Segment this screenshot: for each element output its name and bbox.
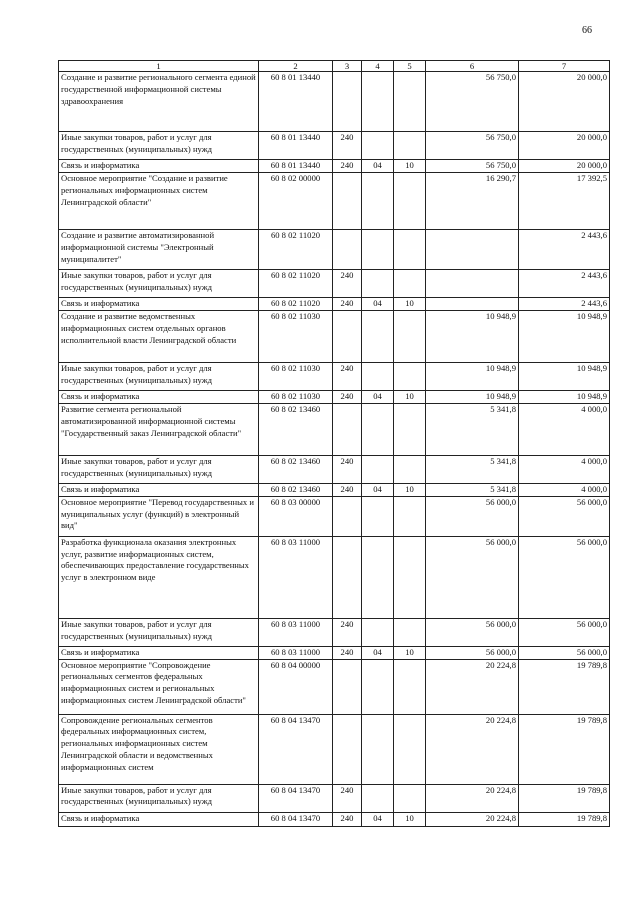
row-col5 bbox=[394, 362, 426, 390]
row-code: 60 8 02 11020 bbox=[259, 229, 333, 269]
row-code: 60 8 04 00000 bbox=[259, 659, 333, 714]
row-col3: 240 bbox=[333, 132, 362, 160]
row-col3: 240 bbox=[333, 483, 362, 496]
row-col3: 240 bbox=[333, 812, 362, 826]
row-col3 bbox=[333, 310, 362, 362]
row-col3: 240 bbox=[333, 618, 362, 646]
row-name: Связь и информатика bbox=[59, 297, 259, 310]
page-number: 66 bbox=[582, 25, 592, 36]
row-value-7: 10 948,9 bbox=[519, 310, 610, 362]
row-col3: 240 bbox=[333, 455, 362, 483]
row-value-6: 56 750,0 bbox=[426, 72, 519, 132]
row-col5 bbox=[394, 455, 426, 483]
table-row bbox=[59, 229, 610, 269]
row-col4 bbox=[362, 310, 394, 362]
row-col4 bbox=[362, 72, 394, 132]
row-value-7: 2 443,6 bbox=[519, 297, 610, 310]
table-row bbox=[59, 132, 610, 160]
row-col4 bbox=[362, 784, 394, 812]
row-col4: 04 bbox=[362, 390, 394, 403]
row-col4: 04 bbox=[362, 646, 394, 659]
row-col5 bbox=[394, 496, 426, 536]
row-value-6: 5 341,8 bbox=[426, 455, 519, 483]
row-value-7: 56 000,0 bbox=[519, 646, 610, 659]
row-value-6: 10 948,9 bbox=[426, 362, 519, 390]
row-col3: 240 bbox=[333, 784, 362, 812]
row-value-6: 20 224,8 bbox=[426, 714, 519, 784]
row-col5 bbox=[394, 172, 426, 229]
row-code: 60 8 02 13460 bbox=[259, 483, 333, 496]
row-code: 60 8 02 11030 bbox=[259, 310, 333, 362]
row-value-6: 56 000,0 bbox=[426, 646, 519, 659]
row-col3 bbox=[333, 403, 362, 455]
row-name: Иные закупки товаров, работ и услуг для государственных (муниципальных) нужд bbox=[59, 618, 259, 646]
table-row bbox=[59, 483, 610, 496]
table-row bbox=[59, 714, 610, 784]
row-col5: 10 bbox=[394, 160, 426, 173]
row-name: Иные закупки товаров, работ и услуг для государственных (муниципальных) нужд bbox=[59, 784, 259, 812]
row-name: Связь и информатика bbox=[59, 160, 259, 173]
row-value-7: 19 789,8 bbox=[519, 784, 610, 812]
row-value-7: 19 789,8 bbox=[519, 659, 610, 714]
column-header-2: 2 bbox=[259, 61, 333, 72]
row-col4 bbox=[362, 659, 394, 714]
table-row bbox=[59, 618, 610, 646]
row-col5 bbox=[394, 310, 426, 362]
row-col5: 10 bbox=[394, 812, 426, 826]
row-value-6: 16 290,7 bbox=[426, 172, 519, 229]
row-code: 60 8 04 13470 bbox=[259, 714, 333, 784]
row-col4 bbox=[362, 714, 394, 784]
row-col5 bbox=[394, 536, 426, 618]
row-col4: 04 bbox=[362, 297, 394, 310]
row-name: Основное мероприятие "Создание и развитие региональных информационных систем Ленинградской области" bbox=[59, 172, 259, 229]
table-row bbox=[59, 659, 610, 714]
row-code: 60 8 03 11000 bbox=[259, 646, 333, 659]
table-row bbox=[59, 455, 610, 483]
row-col3 bbox=[333, 172, 362, 229]
row-name: Развитие сегмента региональной автоматизированной информационной системы "Государственный заказ Ленинградской области" bbox=[59, 403, 259, 455]
row-code: 60 8 02 13460 bbox=[259, 403, 333, 455]
row-col5 bbox=[394, 72, 426, 132]
table-row bbox=[59, 297, 610, 310]
table-row bbox=[59, 646, 610, 659]
row-col4 bbox=[362, 536, 394, 618]
row-name: Создание и развитие ведомственных информационных систем отдельных органов исполнительной власти Ленинградской области bbox=[59, 310, 259, 362]
row-value-7: 20 000,0 bbox=[519, 160, 610, 173]
row-code: 60 8 04 13470 bbox=[259, 812, 333, 826]
row-col5 bbox=[394, 659, 426, 714]
row-value-6: 56 000,0 bbox=[426, 496, 519, 536]
row-code: 60 8 01 13440 bbox=[259, 160, 333, 173]
row-col3: 240 bbox=[333, 390, 362, 403]
row-name: Иные закупки товаров, работ и услуг для государственных (муниципальных) нужд bbox=[59, 269, 259, 297]
table-row bbox=[59, 160, 610, 173]
row-code: 60 8 03 00000 bbox=[259, 496, 333, 536]
row-value-6: 56 750,0 bbox=[426, 160, 519, 173]
table-row bbox=[59, 496, 610, 536]
row-value-7: 19 789,8 bbox=[519, 714, 610, 784]
row-col5 bbox=[394, 229, 426, 269]
table-row bbox=[59, 536, 610, 618]
column-header-4: 4 bbox=[362, 61, 394, 72]
row-value-7: 17 392,5 bbox=[519, 172, 610, 229]
table-row bbox=[59, 72, 610, 132]
table-row bbox=[59, 812, 610, 826]
row-value-7: 56 000,0 bbox=[519, 618, 610, 646]
row-value-6: 56 000,0 bbox=[426, 536, 519, 618]
row-col4 bbox=[362, 403, 394, 455]
row-col4 bbox=[362, 172, 394, 229]
table-body bbox=[59, 72, 610, 827]
row-col5 bbox=[394, 618, 426, 646]
table-row bbox=[59, 784, 610, 812]
row-col3 bbox=[333, 714, 362, 784]
table-row bbox=[59, 390, 610, 403]
row-value-7: 4 000,0 bbox=[519, 403, 610, 455]
row-col3: 240 bbox=[333, 646, 362, 659]
table-row bbox=[59, 172, 610, 229]
row-value-7: 4 000,0 bbox=[519, 483, 610, 496]
row-col4 bbox=[362, 362, 394, 390]
row-col4: 04 bbox=[362, 812, 394, 826]
row-name: Создание и развитие автоматизированной информационной системы "Электронный муниципалитет" bbox=[59, 229, 259, 269]
row-value-6: 5 341,8 bbox=[426, 403, 519, 455]
row-value-6: 10 948,9 bbox=[426, 390, 519, 403]
row-col3 bbox=[333, 536, 362, 618]
row-value-6: 20 224,8 bbox=[426, 659, 519, 714]
row-col5 bbox=[394, 132, 426, 160]
header-row bbox=[59, 61, 610, 72]
row-value-6 bbox=[426, 229, 519, 269]
row-col3: 240 bbox=[333, 160, 362, 173]
budget-table bbox=[58, 60, 610, 827]
row-value-7: 2 443,6 bbox=[519, 229, 610, 269]
row-value-6 bbox=[426, 269, 519, 297]
row-code: 60 8 04 13470 bbox=[259, 784, 333, 812]
row-name: Основное мероприятие "Перевод государственных и муниципальных услуг (функций) в электронный вид" bbox=[59, 496, 259, 536]
row-code: 60 8 03 11000 bbox=[259, 536, 333, 618]
row-col5 bbox=[394, 269, 426, 297]
row-value-7: 56 000,0 bbox=[519, 536, 610, 618]
row-name: Иные закупки товаров, работ и услуг для государственных (муниципальных) нужд bbox=[59, 362, 259, 390]
row-col4 bbox=[362, 496, 394, 536]
row-code: 60 8 01 13440 bbox=[259, 72, 333, 132]
row-code: 60 8 02 11020 bbox=[259, 297, 333, 310]
row-col4 bbox=[362, 132, 394, 160]
row-col4 bbox=[362, 269, 394, 297]
row-code: 60 8 02 13460 bbox=[259, 455, 333, 483]
table-row bbox=[59, 403, 610, 455]
row-code: 60 8 01 13440 bbox=[259, 132, 333, 160]
row-value-7: 10 948,9 bbox=[519, 362, 610, 390]
row-name: Иные закупки товаров, работ и услуг для государственных (муниципальных) нужд bbox=[59, 132, 259, 160]
table-row bbox=[59, 269, 610, 297]
row-col5 bbox=[394, 714, 426, 784]
row-value-7: 20 000,0 bbox=[519, 72, 610, 132]
row-value-7: 19 789,8 bbox=[519, 812, 610, 826]
row-value-6 bbox=[426, 297, 519, 310]
row-col4 bbox=[362, 455, 394, 483]
row-col4: 04 bbox=[362, 483, 394, 496]
row-col4: 04 bbox=[362, 160, 394, 173]
row-code: 60 8 02 11030 bbox=[259, 390, 333, 403]
row-col4 bbox=[362, 618, 394, 646]
row-name: Сопровождение региональных сегментов федеральных информационных систем, региональных информационных систем Ленинградской области и ведомственных информационных систем bbox=[59, 714, 259, 784]
row-value-7: 20 000,0 bbox=[519, 132, 610, 160]
row-col5: 10 bbox=[394, 390, 426, 403]
row-value-7: 10 948,9 bbox=[519, 390, 610, 403]
row-name: Связь и информатика bbox=[59, 812, 259, 826]
row-value-7: 4 000,0 bbox=[519, 455, 610, 483]
row-value-6: 10 948,9 bbox=[426, 310, 519, 362]
row-name: Основное мероприятие "Сопровождение региональных сегментов федеральных информационных систем и региональных информационных систем Ленинградской области" bbox=[59, 659, 259, 714]
row-col3: 240 bbox=[333, 362, 362, 390]
row-value-7: 56 000,0 bbox=[519, 496, 610, 536]
row-value-6: 56 000,0 bbox=[426, 618, 519, 646]
row-col3 bbox=[333, 229, 362, 269]
row-col3: 240 bbox=[333, 269, 362, 297]
column-header-3: 3 bbox=[333, 61, 362, 72]
row-name: Разработка функционала оказания электронных услуг, развитие информационных систем, обеспечивающих предоставление государственных услуг в электронном виде bbox=[59, 536, 259, 618]
column-header-7: 7 bbox=[519, 61, 610, 72]
row-col5: 10 bbox=[394, 297, 426, 310]
row-code: 60 8 02 11030 bbox=[259, 362, 333, 390]
table-row bbox=[59, 362, 610, 390]
row-name: Иные закупки товаров, работ и услуг для государственных (муниципальных) нужд bbox=[59, 455, 259, 483]
row-col3: 240 bbox=[333, 297, 362, 310]
row-col3 bbox=[333, 496, 362, 536]
row-name: Связь и информатика bbox=[59, 483, 259, 496]
row-value-6: 20 224,8 bbox=[426, 784, 519, 812]
row-col4 bbox=[362, 229, 394, 269]
row-value-6: 5 341,8 bbox=[426, 483, 519, 496]
row-value-7: 2 443,6 bbox=[519, 269, 610, 297]
row-value-6: 20 224,8 bbox=[426, 812, 519, 826]
row-code: 60 8 02 00000 bbox=[259, 172, 333, 229]
row-code: 60 8 02 11020 bbox=[259, 269, 333, 297]
row-name: Связь и информатика bbox=[59, 646, 259, 659]
row-col5: 10 bbox=[394, 646, 426, 659]
row-col5: 10 bbox=[394, 483, 426, 496]
row-col5 bbox=[394, 403, 426, 455]
row-name: Связь и информатика bbox=[59, 390, 259, 403]
row-col3 bbox=[333, 659, 362, 714]
row-value-6: 56 750,0 bbox=[426, 132, 519, 160]
column-header-1: 1 bbox=[59, 61, 259, 72]
table-row bbox=[59, 310, 610, 362]
row-col3 bbox=[333, 72, 362, 132]
column-header-6: 6 bbox=[426, 61, 519, 72]
row-code: 60 8 03 11000 bbox=[259, 618, 333, 646]
column-header-5: 5 bbox=[394, 61, 426, 72]
row-name: Создание и развитие регионального сегмента единой государственной информационной системы здравоохранения bbox=[59, 72, 259, 132]
row-col5 bbox=[394, 784, 426, 812]
